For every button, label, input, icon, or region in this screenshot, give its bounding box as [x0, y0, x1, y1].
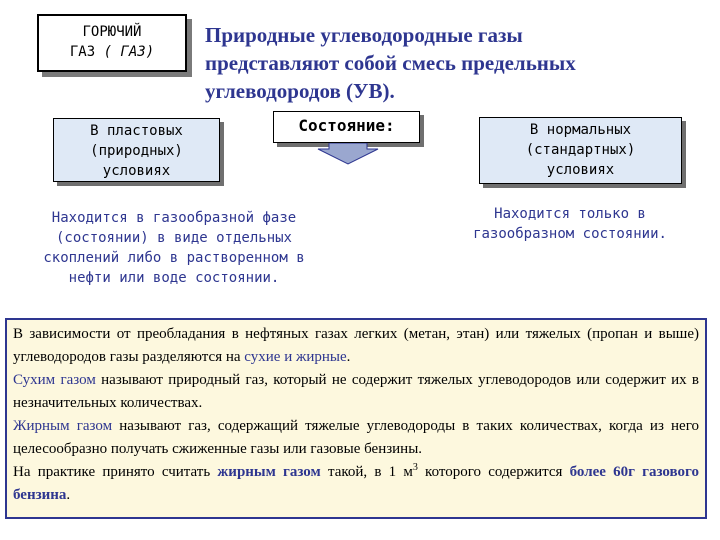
- reservoir-conditions-box: [53, 118, 220, 182]
- classification-paragraph: [13, 323, 699, 369]
- dry-gas-paragraph: [13, 369, 699, 415]
- practice-paragraph: [13, 461, 699, 507]
- cubic-superscript: 3: [412, 462, 418, 473]
- reservoir-line-1: В пластовых: [90, 123, 183, 139]
- standard-line-2: (стандартных): [525, 142, 636, 158]
- state-header-label: Состояние:: [298, 116, 395, 135]
- fuel-gas-label-prefix: ГАЗ: [69, 44, 96, 60]
- practice-end: .: [66, 487, 71, 503]
- classification-end: .: [346, 349, 351, 365]
- gasoline-threshold: более 60г газового бензина: [13, 464, 699, 503]
- standard-description: [452, 204, 688, 244]
- page-title: [205, 21, 675, 105]
- classification-text: В зависимости от преобладания в нефтяных газах легких (метан, этан) или тяжелых (пропан и выше) углеводородов газы разделяются на: [13, 326, 699, 365]
- reservoir-desc-line-1: Находится в газообразной фазе: [51, 210, 297, 226]
- title-line-2: представляют собой смесь предельных: [205, 51, 576, 75]
- definitions-box: [5, 318, 707, 519]
- dry-gas-term: Сухим газом: [13, 372, 96, 388]
- fat-gas-term: Жирным газом: [13, 418, 113, 434]
- practice-text-1: На практике принято считать: [13, 464, 218, 480]
- fat-term: жирные: [295, 349, 347, 365]
- fat-gas-definition: называют газ, содержащий тяжелые углеводороды в таких количествах, когда из него целесообразно получать сжиженные газы или газовые бензины.: [13, 418, 699, 457]
- practice-text-2: такой, в 1 м: [320, 464, 413, 480]
- fuel-gas-label-line1: ГОРЮЧИЙ: [82, 24, 142, 40]
- fat-gas-paragraph: [13, 415, 699, 461]
- dry-gas-definition: называют природный газ, который не содержит тяжелых углеводородов или содержит их в незначительных количествах.: [13, 372, 699, 411]
- standard-desc-line-1: Находится только в: [494, 206, 646, 222]
- and-connector: и: [280, 349, 296, 365]
- state-header-box: [273, 111, 420, 143]
- reservoir-line-3: условиях: [102, 163, 171, 179]
- title-line-1: Природные углеводородные газы: [205, 23, 523, 47]
- standard-line-3: условиях: [546, 162, 615, 178]
- practice-text-3: которого содержится: [417, 464, 570, 480]
- fuel-gas-label-italic: ( ГАЗ): [103, 44, 155, 60]
- standard-line-1: В нормальных: [529, 122, 632, 138]
- fuel-gas-label: [37, 14, 187, 72]
- reservoir-desc-line-3: скоплений либо в растворенном в: [43, 250, 305, 266]
- down-arrow-icon: [316, 143, 380, 165]
- dry-term: сухие: [244, 349, 281, 365]
- standard-desc-line-2: газообразном состоянии.: [473, 226, 667, 242]
- standard-conditions-box: [479, 117, 682, 184]
- fat-gas-term-bold: жирным газом: [217, 464, 321, 480]
- reservoir-desc-line-4: нефти или воде состоянии.: [68, 270, 280, 286]
- reservoir-description: [24, 208, 324, 288]
- title-line-3: углеводородов (УВ).: [205, 79, 395, 103]
- reservoir-line-2: (природных): [90, 143, 183, 159]
- reservoir-desc-line-2: (состоянии) в виде отдельных: [55, 230, 292, 246]
- fuel-gas-label-line2: [39, 42, 185, 62]
